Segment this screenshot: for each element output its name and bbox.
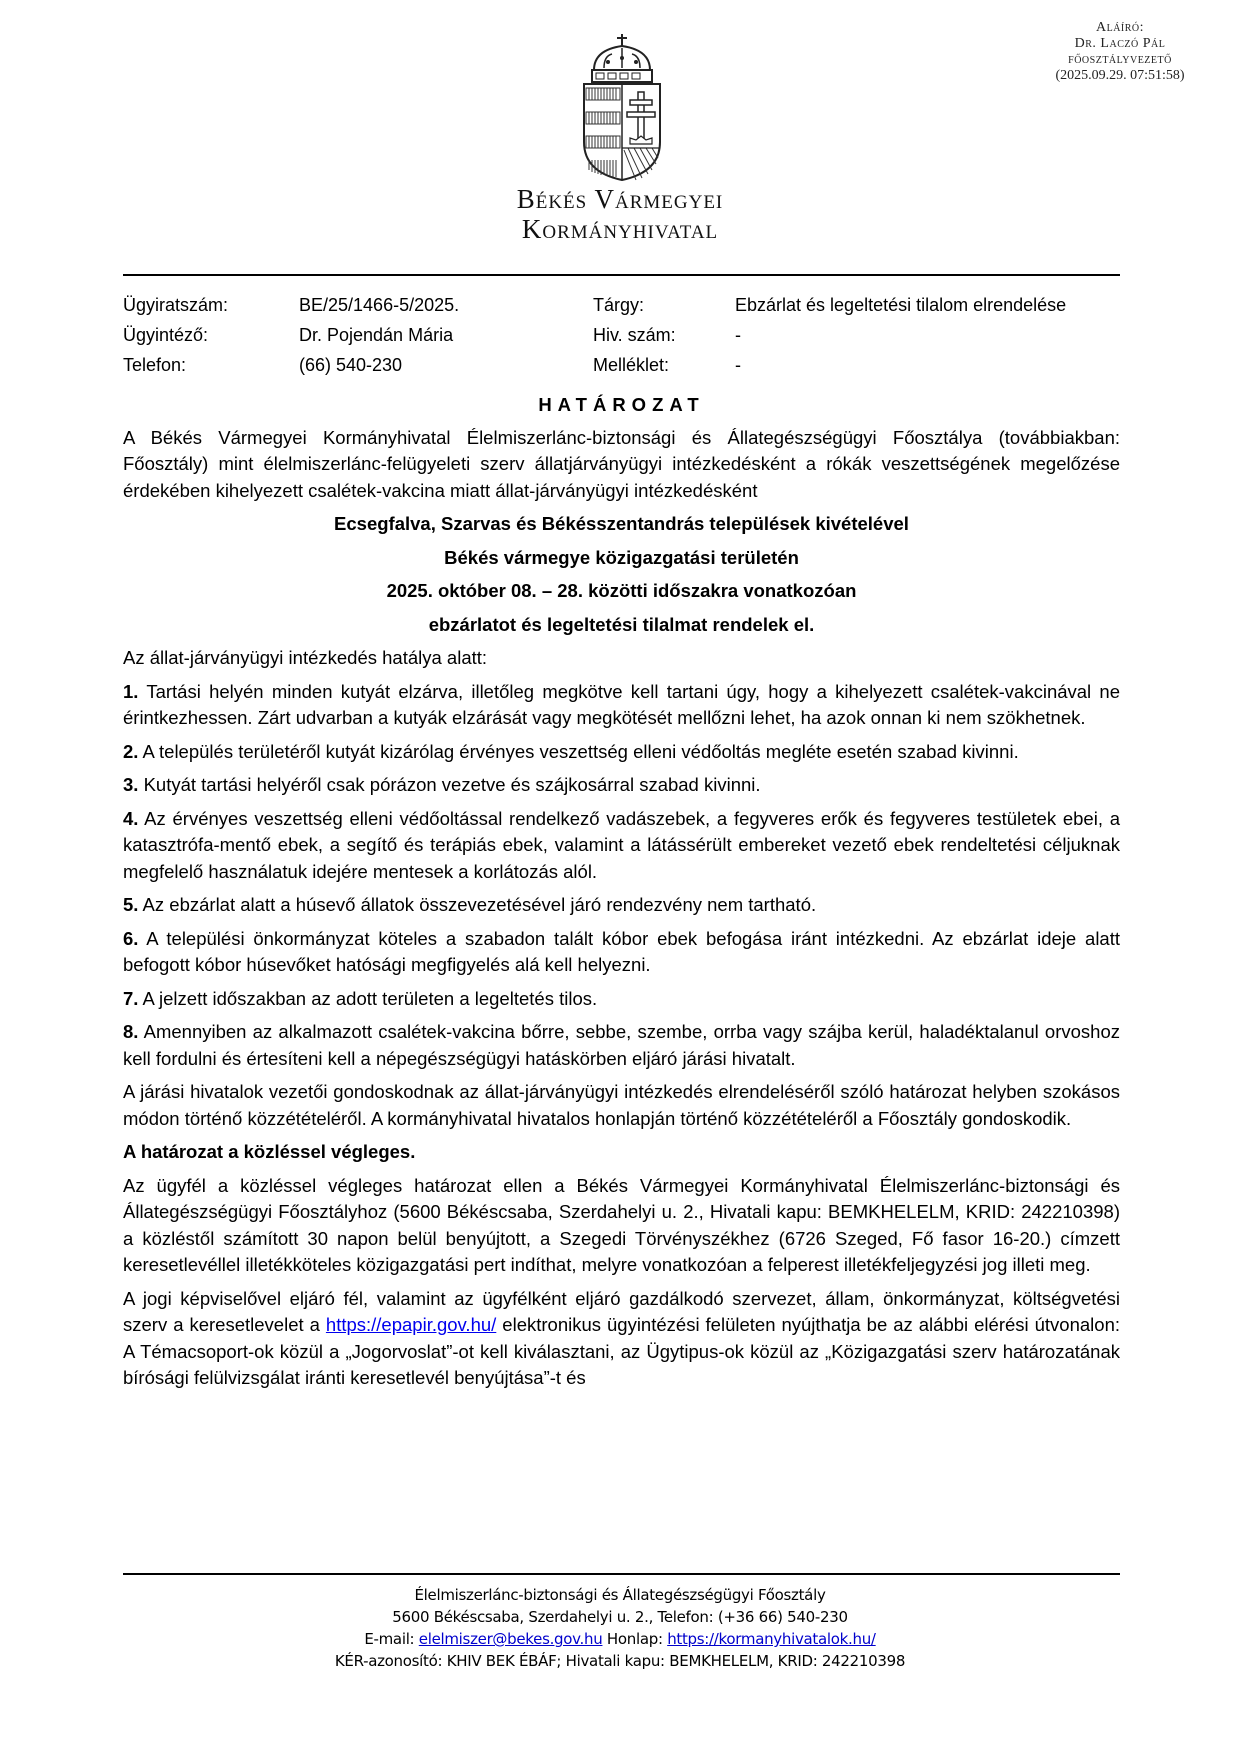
measure-number: 4. <box>123 807 139 829</box>
hungarian-coat-of-arms-icon <box>580 32 664 182</box>
measure-number: 8. <box>123 1021 139 1042</box>
decision-line-order: ebzárlatot és legeltetési tilalmat rendelek el. <box>428 613 815 635</box>
decision-line-area: Békés vármegye közigazgatási területén <box>444 546 799 568</box>
measure-text: A település területéről kutyát kizárólag érvényes veszettség elleni védőoltás megléte esetén szabad kivinni. <box>138 740 1019 762</box>
website-link[interactable]: https://kormanyhivatalok.hu/ <box>667 1630 876 1648</box>
email-label: E-mail: <box>364 1630 419 1648</box>
footer-identifiers: KÉR-azonosító: KHIV BEK ÉBÁF; Hivatali kapu: BEMKHELELM, KRID: 242210398 <box>334 1652 906 1670</box>
phone-label: Telefon: <box>123 355 187 375</box>
case-number-value: BE/25/1466-5/2025. <box>299 295 460 315</box>
header-divider <box>123 274 1120 276</box>
measure-text: Az érvényes veszettség elleni védőoltással rendelkező vadászebek, a fegyveres erők és fegyveres testületek ebei, a katasztrófa-mentő ebek, a segítő és terápiás ebek, valamint a látássérült embereket vezető ebek rendeltetési céljuknak megfelelő használatuk idejére mentesek a korlátozás alól. <box>123 807 1120 882</box>
decision-line-exclusions: Ecsegfalva, Szarvas és Békésszentandrás települések kivételével <box>334 513 909 534</box>
measure-item-1 <box>123 679 1120 732</box>
decision-line-period: 2025. október 08. – 28. közötti időszakra vonatkozóan <box>386 580 857 601</box>
signer-title: főosztályvezető <box>1068 52 1172 67</box>
subject-value: Ebzárlat és legeltetési tilalom elrendelése <box>735 295 1067 315</box>
epapir-link[interactable]: https://epapir.gov.hu/ <box>325 1314 497 1335</box>
measure-text: A települési önkormányzat köteles a szabadon talált kóbor ebek befogása iránt intézkedni. Az ebzárlat ideje alatt befogott kóbor húsevőket hatósági megfigyelés alá kell helyezni. <box>123 927 1120 975</box>
administrator-label: Ügyintéző: <box>123 325 209 345</box>
case-number-label: Ügyiratszám: <box>123 295 229 315</box>
measure-text: Amennyiben az alkalmazott csalétek-vakcina bőrre, sebbe, szembe, orrba vagy szájba kerül, haladéktalanul orvoshoz kell fordulni és értesíteni kell a népegészségügyi hatáskörben eljáró járási hivatalt. <box>123 1021 1120 1069</box>
attachment-label: Melléklet: <box>593 355 670 375</box>
measure-text: Az ebzárlat alatt a húsevő állatok összevezetésével járó rendezvény nem tartható. <box>138 894 817 915</box>
signer-name: Dr. Laczó Pál <box>1074 36 1166 51</box>
publication-paragraph: A járási hivatalok vezetői gondoskodnak az állat-járványügyi intézkedés elrendeléséről szóló határozat helyben szokásos módon történő közzétételéről. A kormányhivatal hivatalos honlapján történő közzétételéről a Főosztály gondoskodik. <box>123 1081 1120 1129</box>
document-body <box>123 392 1120 1399</box>
legal-representation-paragraph <box>123 1286 1120 1392</box>
intro-paragraph: A Békés Vármegyei Kormányhivatal Élelmiszerlánc-biztonsági és Állategészségügyi Főosztálya (továbbiakban: Főosztály) mint élelmiszerlánc-felügyeleti szerv állatjárványügyi intézkedésként a rókák veszettségének megelőzése érdekében kihelyezett csalétek-vakcina miatt állat-járványügyi intézkedésként <box>123 426 1120 501</box>
measure-item-8 <box>123 1019 1120 1072</box>
org-title-line2: Kormányhivatal <box>521 214 719 244</box>
subject-label: Tárgy: <box>593 295 645 315</box>
org-title-line1: Békés Vármegyei <box>516 184 724 214</box>
footer-department: Élelmiszerlánc-biztonsági és Állategészségügyi Főosztály <box>414 1586 826 1604</box>
signature-label: Aláíró: <box>1095 20 1145 35</box>
appeal-paragraph: Az ügyfél a közléssel végleges határozat ellen a Békés Vármegyei Kormányhivatal Élelmiszerlánc-biztonsági és Állategészségügyi Főosztályhoz (5600 Békéscsaba, Szerdahelyi u. 2., Hivatali kapu: BEMKHELELM, KRID: 242210398) a közléstől számított 30 napon belül benyújtott, a Szegedi Törvényszékhez (6726 Szeged, Fő fasor 16-20.) címzett keresetlevéllel illetékköteles közigazgatási pert indíthat, melyre vonatkozóan a felperest illetékfeljegyzési jog illeti meg. <box>123 1174 1120 1275</box>
footer-address: 5600 Békéscsaba, Szerdahelyi u. 2., Telefon: (+36 66) 540-230 <box>392 1608 848 1626</box>
meta-row-phone <box>123 350 1123 380</box>
signature-block <box>1020 20 1220 84</box>
footer <box>0 1584 1240 1672</box>
measure-number: 6. <box>123 927 139 949</box>
measure-item-2 <box>123 739 1120 766</box>
measure-item-4 <box>123 806 1120 886</box>
measure-item-5 <box>123 892 1120 919</box>
org-title <box>0 184 1240 244</box>
footer-divider <box>123 1573 1120 1575</box>
measure-text: A jelzett időszakban az adott területen a legeltetés tilos. <box>138 987 598 1009</box>
measure-number: 1. <box>123 680 139 702</box>
measure-number: 2. <box>123 740 139 762</box>
measure-item-7 <box>123 986 1120 1013</box>
website-label: Honlap: <box>602 1630 668 1648</box>
final-statement: A határozat a közléssel végleges. <box>123 1141 416 1162</box>
document-heading: HATÁROZAT <box>538 394 705 415</box>
administrator-value: Dr. Pojendán Mária <box>299 325 454 345</box>
measure-item-3 <box>123 772 1120 799</box>
measure-number: 3. <box>123 774 139 795</box>
meta-row-administrator <box>123 320 1123 350</box>
measure-text: Tartási helyén minden kutyát elzárva, illetőleg megkötve kell tartani úgy, hogy a kihelyezett csalétek-vakcinával ne érintkezhessen. Zárt udvarban a kutyák elzárását vagy megkötését mellőzni lehet, ha azok onnan ki nem szökhetnek. <box>123 680 1120 728</box>
measures-intro: Az állat-járványügyi intézkedés hatálya alatt: <box>123 647 488 668</box>
measure-text: Kutyát tartási helyéről csak pórázon vezetve és szájkosárral szabad kivinni. <box>138 774 761 795</box>
case-metadata <box>123 290 1123 380</box>
reference-number-value: - <box>735 325 741 345</box>
email-link[interactable]: elelmiszer@bekes.gov.hu <box>418 1630 603 1648</box>
legal-rep-text-after: elektronikus ügyintézési felületen nyújthatja be az alábbi elérési útvonalon: A Témacsoport-ok közül a „Jogorvoslat”-ot kell kiválasztani, az Ügytipus-ok közül az „Közigazgatási szerv határozatának bírósági felülvizsgálat iránti keresetlevél benyújtása”-t és <box>123 1314 1121 1388</box>
footer-contact <box>0 1628 1240 1650</box>
attachment-value: - <box>735 355 741 375</box>
phone-value: (66) 540-230 <box>299 355 403 375</box>
measure-number: 7. <box>123 987 139 1009</box>
meta-row-case-number <box>123 290 1123 320</box>
measure-number: 5. <box>123 894 139 915</box>
reference-number-label: Hiv. szám: <box>593 325 676 345</box>
legal-rep-text-before: A jogi képviselővel eljáró fél, valamint az ügyfélként eljáró gazdálkodó szervezet, állam, önkormányzat, költségvetési szerv a keresetlevelet a <box>123 1287 1120 1335</box>
measure-item-6 <box>123 926 1120 979</box>
signature-timestamp: (2025.09.29. 07:51:58) <box>1055 68 1185 83</box>
